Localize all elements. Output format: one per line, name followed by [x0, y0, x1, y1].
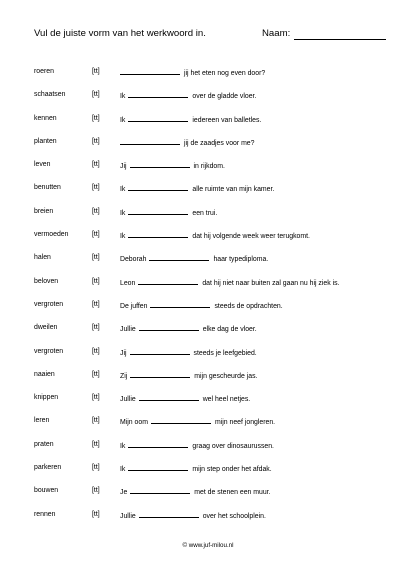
- sentence-rest: met de stenen een muur.: [194, 489, 271, 497]
- verb-label: vermoeden: [34, 231, 69, 239]
- tense-tag: [tt]: [92, 161, 100, 169]
- verb-label: leven: [34, 161, 51, 169]
- sentence: [120, 370, 257, 382]
- exercise-row: [34, 114, 394, 137]
- tense-tag: [tt]: [92, 231, 100, 239]
- answer-blank[interactable]: [128, 183, 188, 191]
- exercise-row: [34, 160, 394, 183]
- exercise-row: [34, 393, 394, 416]
- sentence: [120, 323, 257, 335]
- exercise-row: [34, 230, 394, 253]
- tense-tag: [tt]: [92, 114, 100, 122]
- tense-tag: [tt]: [92, 207, 100, 215]
- sentence: [120, 393, 250, 405]
- tense-tag: [tt]: [92, 510, 100, 518]
- answer-blank[interactable]: [151, 416, 211, 424]
- answer-blank[interactable]: [130, 486, 190, 494]
- sentence: [120, 416, 275, 428]
- tense-tag: [tt]: [92, 394, 100, 402]
- answer-blank[interactable]: [120, 137, 180, 145]
- sentence: [120, 510, 266, 522]
- sentence-subject: Mijn oom: [120, 419, 148, 427]
- sentence-rest: mijn neef jongleren.: [214, 419, 276, 427]
- tense-tag: [tt]: [92, 440, 100, 448]
- sentence-subject: Ik: [120, 466, 126, 474]
- answer-blank[interactable]: [138, 277, 198, 285]
- exercise-row: [34, 90, 394, 113]
- sentence-rest: jij het eten nog even door?: [184, 70, 266, 77]
- answer-blank[interactable]: [128, 440, 188, 448]
- tense-tag: [tt]: [92, 370, 100, 378]
- sentence: [120, 114, 261, 126]
- tense-tag: [tt]: [92, 464, 100, 472]
- sentence: [120, 486, 271, 498]
- exercise-row: [34, 440, 394, 463]
- sentence: [120, 183, 274, 195]
- sentence-subject: Ik: [120, 186, 126, 194]
- copyright-footer: © www.juf-milou.nl: [182, 542, 234, 549]
- verb-label: benutten: [34, 184, 61, 192]
- sentence-rest: wel heel netjes.: [202, 396, 251, 404]
- sentence-subject: Zij: [120, 372, 128, 380]
- answer-blank[interactable]: [128, 114, 188, 122]
- tense-tag: [tt]: [92, 68, 100, 75]
- sentence: [120, 207, 217, 219]
- sentence-rest: iedereen van balletles.: [192, 116, 262, 124]
- exercise-row: [34, 347, 394, 370]
- answer-blank[interactable]: [149, 253, 209, 261]
- answer-blank[interactable]: [128, 90, 188, 98]
- sentence-subject: Jij: [120, 349, 127, 357]
- verb-label: leren: [34, 417, 50, 425]
- tense-tag: [tt]: [92, 324, 100, 332]
- sentence-rest: over het schoolplein.: [202, 512, 266, 520]
- answer-blank[interactable]: [150, 300, 210, 308]
- exercise-row: [34, 370, 394, 393]
- answer-blank[interactable]: [130, 347, 190, 355]
- verb-label: planten: [34, 137, 57, 145]
- exercise-row: [34, 510, 394, 533]
- sentence-rest: mijn step onder het afdak.: [192, 466, 272, 474]
- sentence: [120, 160, 225, 172]
- exercise-row: [34, 463, 394, 486]
- answer-blank[interactable]: [128, 463, 188, 471]
- tense-tag: [tt]: [92, 184, 100, 192]
- exercise-row: [34, 486, 394, 509]
- sentence-subject: Ik: [120, 93, 126, 101]
- sentence-rest: steeds de opdrachten.: [214, 302, 283, 310]
- sentence-subject: Jullie: [120, 512, 136, 520]
- answer-blank[interactable]: [139, 393, 199, 401]
- verb-label: schaatsen: [34, 91, 66, 99]
- verb-label: roeren: [34, 68, 54, 75]
- exercise-row: [34, 67, 394, 90]
- sentence: [120, 440, 274, 452]
- exercise-row: [34, 300, 394, 323]
- sentence: [120, 347, 257, 359]
- sentence-rest: graag over dinosaurussen.: [192, 442, 274, 450]
- tense-tag: [tt]: [92, 277, 100, 285]
- sentence: [120, 90, 256, 102]
- tense-tag: [tt]: [92, 254, 100, 262]
- exercise-list: [34, 67, 394, 533]
- verb-label: vergroten: [34, 300, 64, 308]
- tense-tag: [tt]: [92, 137, 100, 145]
- tense-tag: [tt]: [92, 91, 100, 99]
- sentence-rest: haar typediploma.: [213, 256, 269, 264]
- verb-label: dweilen: [34, 324, 58, 332]
- tense-tag: [tt]: [92, 347, 100, 355]
- sentence: [120, 463, 272, 475]
- name-label: Naam:: [262, 28, 291, 39]
- sentence: [120, 253, 268, 265]
- sentence-subject: Jullie: [120, 326, 136, 334]
- sentence-subject: De juffen: [120, 302, 148, 310]
- exercise-row: [34, 416, 394, 439]
- verb-label: vergroten: [34, 347, 64, 355]
- sentence: [120, 277, 339, 289]
- verb-label: breien: [34, 207, 54, 215]
- sentence-subject: Ik: [120, 209, 126, 217]
- verb-label: rennen: [34, 510, 56, 518]
- verb-label: parkeren: [34, 464, 62, 472]
- sentence-subject: Leon: [120, 279, 136, 287]
- answer-blank[interactable]: [139, 323, 199, 331]
- sentence-subject: Ik: [120, 116, 126, 124]
- sentence-rest: alle ruimte van mijn kamer.: [192, 186, 275, 194]
- answer-blank[interactable]: [120, 67, 180, 75]
- verb-label: beloven: [34, 277, 59, 285]
- sentence-subject: Je: [120, 489, 128, 497]
- exercise-row: [34, 253, 394, 276]
- sentence-subject: Deborah: [120, 256, 147, 264]
- exercise-row: [34, 207, 394, 230]
- sentence-rest: jij de zaadjes voor me?: [184, 139, 255, 147]
- name-line: [294, 39, 386, 40]
- verb-label: halen: [34, 254, 51, 262]
- sentence-subject: Ik: [120, 442, 126, 450]
- sentence-subject: Ik: [120, 233, 126, 241]
- sentence: [120, 230, 310, 242]
- tense-tag: [tt]: [92, 417, 100, 425]
- sentence: [120, 67, 265, 79]
- sentence-rest: elke dag de vloer.: [202, 326, 257, 334]
- sentence-rest: een trui.: [192, 209, 218, 217]
- answer-blank[interactable]: [139, 510, 199, 518]
- verb-label: naaien: [34, 370, 55, 378]
- verb-label: praten: [34, 440, 54, 448]
- verb-label: bouwen: [34, 487, 59, 495]
- sentence-rest: steeds je leefgebied.: [193, 349, 257, 357]
- answer-blank[interactable]: [130, 160, 190, 168]
- answer-blank[interactable]: [130, 370, 190, 378]
- sentence-rest: mijn gescheurde jas.: [194, 372, 258, 380]
- sentence-rest: dat hij niet naar buiten zal gaan nu hij ziek is.: [202, 279, 340, 287]
- sentence-rest: over de gladde vloer.: [192, 93, 257, 101]
- sentence-subject: Jij: [120, 163, 127, 171]
- tense-tag: [tt]: [92, 300, 100, 308]
- exercise-row: [34, 183, 394, 206]
- page-title: Vul de juiste vorm van het werkwoord in.: [34, 28, 206, 39]
- sentence-rest: in rijkdom.: [193, 163, 225, 171]
- sentence-subject: Jullie: [120, 396, 136, 404]
- sentence: [120, 137, 254, 149]
- sentence: [120, 300, 283, 312]
- exercise-row: [34, 323, 394, 346]
- exercise-row: [34, 137, 394, 160]
- verb-label: knippen: [34, 394, 59, 402]
- sentence-rest: dat hij volgende week weer terugkomt.: [192, 233, 310, 241]
- answer-blank[interactable]: [128, 207, 188, 215]
- tense-tag: [tt]: [92, 487, 100, 495]
- answer-blank[interactable]: [128, 230, 188, 238]
- verb-label: kennen: [34, 114, 57, 122]
- exercise-row: [34, 277, 394, 300]
- worksheet-header: [34, 28, 386, 42]
